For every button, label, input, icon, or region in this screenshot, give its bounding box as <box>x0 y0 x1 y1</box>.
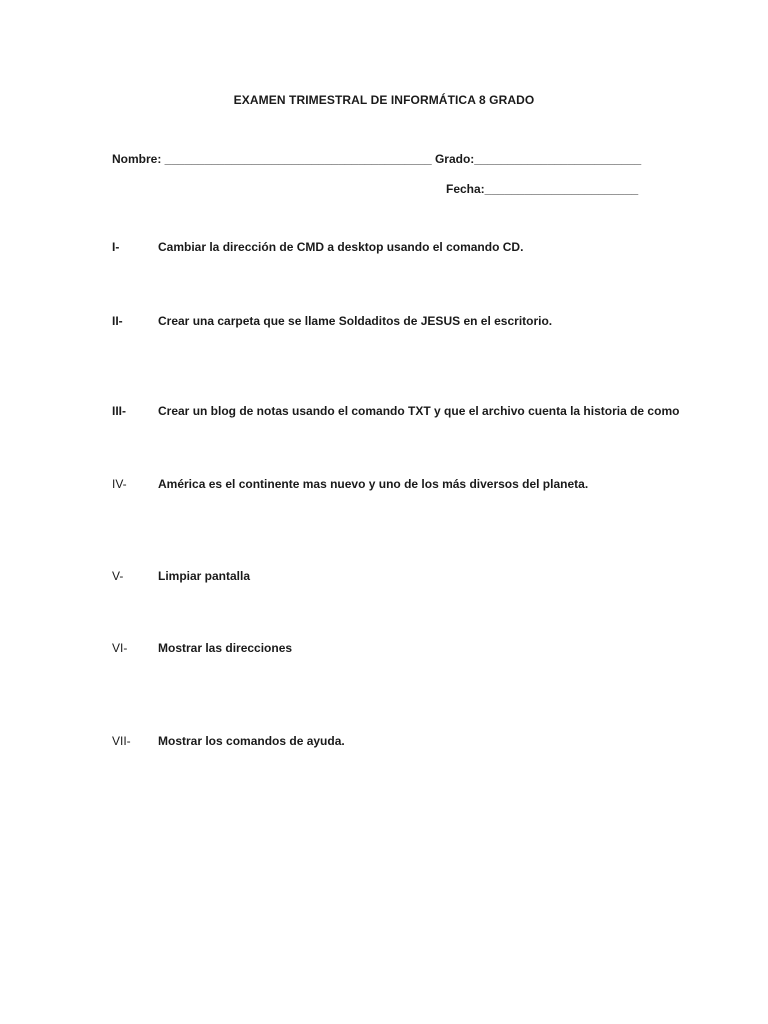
item-number: V- <box>112 569 124 583</box>
item-text: Crear un blog de notas usando el comando TXT y que el archivo cuenta la historia de como <box>158 404 680 418</box>
item-number: I- <box>112 240 120 254</box>
date-line: Fecha:_______________________ <box>446 182 639 196</box>
item-number: II- <box>112 314 123 328</box>
item-text: Limpiar pantalla <box>158 569 251 583</box>
item-number: IV- <box>112 477 127 491</box>
item-number: III- <box>112 404 126 418</box>
item-text: América es el continente mas nuevo y uno de los más diversos del planeta. <box>158 477 589 491</box>
item-text: Mostrar las direcciones <box>158 641 293 655</box>
page-title: EXAMEN TRIMESTRAL DE INFORMÁTICA 8 GRADO <box>233 93 535 107</box>
name-grade-line: Nombre: ________________________________________ Grado:_________________________ <box>112 152 642 166</box>
item-text: Cambiar la dirección de CMD a desktop usando el comando CD. <box>158 240 524 254</box>
item-text: Crear una carpeta que se llame Soldaditos de JESUS en el escritorio. <box>158 314 553 328</box>
item-number: VII- <box>112 734 131 748</box>
item-number: VI- <box>112 641 128 655</box>
item-text: Mostrar los comandos de ayuda. <box>158 734 345 748</box>
